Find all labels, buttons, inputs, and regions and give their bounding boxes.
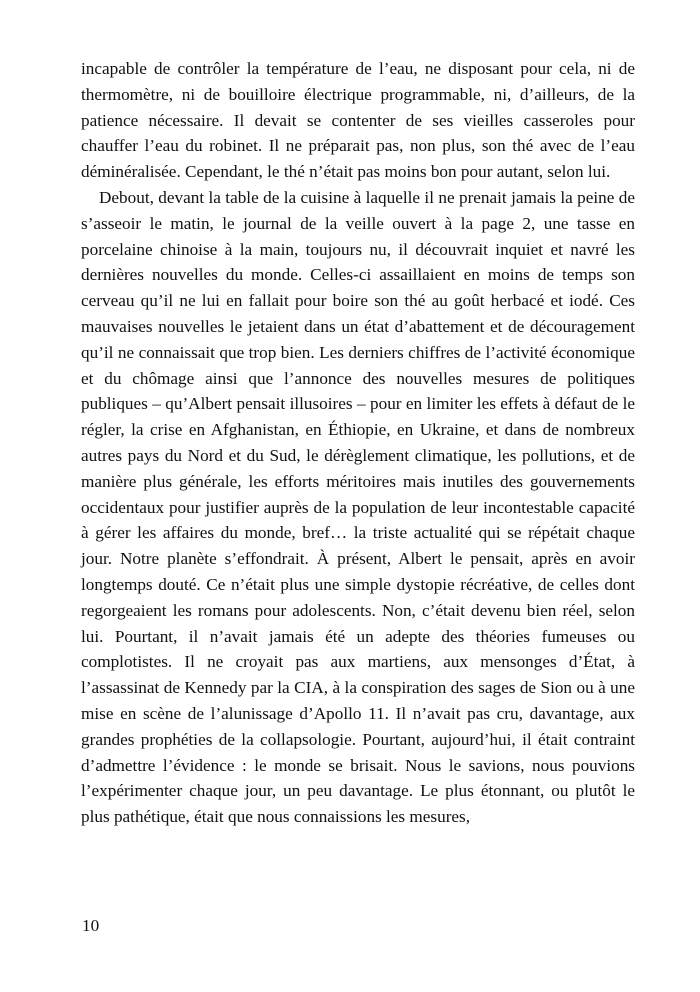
- paragraph-main: Debout, devant la table de la cuisine à laquelle il ne prenait jamais la peine de s’asseoir le matin, le journal de la veille ouvert à la page 2, une tasse en porcelaine chinoise à la main, toujours nu, il découvrait inquiet et navré les dernières nouvelles du monde. Celles-ci assaillaient en moins de temps son cerveau qu’il ne lui en fallait pour boire son thé au goût herbacé et iodé. Ces mauvaises nouvelles le jetaient dans un état d’abattement et de découragement qu’il ne connaissait que trop bien. Les derniers chiffres de l’activité économique et du chômage ainsi que l’annonce des nouvelles mesures de politiques publiques – qu’Albert pensait illusoires – pour en limiter les effets à défaut de le régler, la crise en Afghanistan, en Éthiopie, en Ukraine, et dans de nombreux autres pays du Nord et du Sud, le dérèglement climatique, les pollutions, et de manière plus générale, les efforts méritoires mais inutiles des gouvernements occidentaux pour justifier auprès de la population de leur incontestable capacité à gérer les affaires du monde, bref… la triste actualité qui se répétait chaque jour. Notre planète s’effondrait. À présent, Albert le pensait, après en avoir longtemps douté. Ce n’était plus une simple dystopie récréative, de celles dont regorgeaient les romans pour adolescents. Non, c’était devenu bien réel, selon lui. Pourtant, il n’avait jamais été un adepte des théories fumeuses ou complotistes. Il ne croyait pas aux martiens, aux mensonges d’État, à l’assassinat de Kennedy par la CIA, à la conspiration des sages de Sion ou à une mise en scène de l’alunissage d’Apollo 11. Il n’avait pas cru, davantage, aux grandes prophéties de la collapsologie. Pourtant, aujourd’hui, il était contraint d’admettre l’évidence : le monde se brisait. Nous le savions, nous pouvions l’expérimenter chaque jour, un peu davantage. Le plus étonnant, ou plutôt le plus pathétique, était que nous connaissions les mesures,: [81, 187, 635, 827]
- page-number: 10: [82, 916, 100, 935]
- paragraph-continuation: incapable de contrôler la température de l’eau, ne disposant pour cela, ni de thermomètre, ni de bouilloire électrique programmable, ni, d’ailleurs, de la patience nécessaire. Il devait se contenter de ses vieilles casseroles pour chauffer l’eau du robinet. Il ne préparait pas, non plus, son thé avec de l’eau déminéralisée. Cependant, le thé n’était pas moins bon pour autant, selon lui.: [81, 59, 635, 182]
- page-body: [81, 56, 635, 830]
